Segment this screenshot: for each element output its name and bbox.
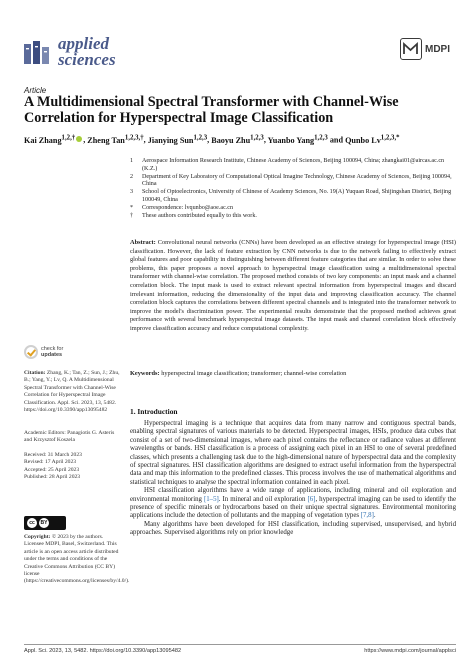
keywords-label: Keywords:	[130, 370, 160, 377]
author[interactable]: Baoyu Zhu$^{1,2,3}$	[211, 134, 264, 145]
check-updates-icon	[24, 345, 38, 359]
paragraph: Many algorithms have been developed for HSI classification, including supervised, unsupervised, and hybrid approaches. Supervised algorithms rely on prior knowledge	[130, 520, 456, 537]
publisher-logo	[400, 38, 450, 60]
cc-by-label: BY	[40, 520, 48, 526]
equal-contribution-note: † These authors contributed equally to this work.	[130, 212, 257, 219]
paper-title: A Multidimensional Spectral Transformer with Channel-Wise Correlation for Hyperspectral Image Classification	[24, 94, 399, 126]
abstract	[130, 239, 456, 334]
revised-date: Revised: 17 April 2023	[24, 459, 77, 466]
publisher-name: MDPI	[425, 43, 450, 55]
check-for-updates-button[interactable]: check for updates	[24, 345, 63, 359]
publication-dates	[24, 452, 122, 482]
cc-by-license-icon[interactable]: cc BY	[24, 516, 66, 530]
author[interactable]: Qunbo $Lv^{1,2,3,*}$	[345, 134, 400, 145]
affiliation: 1 Aerospace Information Research Institute, Chinese Academy of Sciences, Beijing 100094, China; zhangkai01@aircas.ac.cn (K.Z.)	[130, 158, 445, 172]
paragraph: Hyperspectral imaging is a technique that acquires data from many narrow and contiguous spectral bands, enabling spectral signatures of various materials to be detected. Hyperspectral images, HSIs, produce data cubes that consist of a set of two-dimensional images, where each pixel contains the reflectance or radiance values at different wavelengths or bands. HSI classification is a process of assigning each pixel in an HSI to one of several predefined classes, which presents a challenging task due to the high-dimensional nature of hyperspectral data and the complexity of spectral signatures. HSI classification algorithms are designed to extract useful information from the hyperspectral data and map this information to the predefined classes. This process involves the use of mathematical algorithms and statistical techniques to analyse the spectral information contained in each pixel.	[130, 420, 456, 486]
accepted-date: Accepted: 25 April 2023	[24, 466, 80, 473]
mdpi-logo-icon	[400, 38, 422, 60]
abstract-text: Convolutional neural networks (CNNs) have been developed as an effective strategy for hyperspectral image (HSI) classification. However, the lack of feature extraction by CNN networks is due to the network failing to effectively extract global features and poor capability in distinguishing between different feature categories that are similar. In order to solve these problems, this paper proposes a novel approach to hyperspectral image classification using a multidimensional spectral transformer with channel-wise correlation. The proposed method consists of two key components: an input mask and a channel correlation block. The input mask is used to extract relevant spectral information from hyperspectral images and discard irrelevant information, reducing the dimensionality of the input data and improving classification accuracy. The channel correlation block captures the correlations between different spectral channels and is integrated into the transformer network to improve the model's discrimination power. The experimental results demonstrate that the proposed method achieves great performance with several benchmark hyperspectral image datasets. The input mask and channel correlation block effectively improve classification accuracy and reduce computational complexity.	[130, 239, 457, 332]
footer-divider	[24, 644, 456, 645]
introduction-body	[130, 420, 456, 538]
citation-link[interactable]: [6]	[307, 495, 316, 503]
abstract-label: Abstract:	[130, 239, 156, 246]
citation: Citation: Zhang, K.; Tan, Z.; Sun, J.; Zhu, B.; Yang, Y.; Lv, Q. A Multidimensional Spectral Transformer with Channel-Wise Correlation for Hyperspectral Image Classification. Appl. Sci. 2023, 13, 5482. https://doi.org/10.3390/app13095482	[24, 370, 120, 414]
author-list: Kai Zhang$^{1,2,\dagger}$ , Zheng Tan$^{1,2,3,\dagger}$, Jianying Sun$^{1,2,3}$, Baoyu Zhu$^{1,2,3}$, Yuanbo Yang$^{1,2,3}$ and Qunbo $Lv^{1,2,3,*}$	[24, 134, 400, 145]
affiliation: 2 Department of Key Laboratory of Computational Optical Imagine Technology, Chinese Academy of Sciences, Beijing 100094, China	[130, 173, 452, 188]
author[interactable]: Zheng Tan$^{1,2,3,\dagger}$	[87, 134, 144, 145]
keywords-text: hyperspectral image classification; transformer; channel-wise correlation	[161, 370, 347, 377]
footer-citation[interactable]: Appl. Sci. 2023, 13, 5482. https://doi.org/10.3390/app13095482	[24, 648, 182, 654]
article-type: Article	[24, 86, 47, 95]
author[interactable]: Jianying Sun$^{1,2,3}$	[147, 134, 208, 145]
keywords	[130, 370, 456, 378]
citation-link[interactable]: [7,8]	[360, 512, 374, 520]
published-date: Published: 28 April 2023	[24, 474, 81, 481]
orcid-icon[interactable]	[76, 136, 82, 142]
paragraph: HSI classification algorithms have a wide range of applications, including mineral and oil exploration and environmental monitoring [1–5]. In mineral and oil exploration [6], hyperspectral imaging can be used to identify the presence of specific minerals or hydrocarbons based on their unique spectral signatures. Environmental monitoring applications include the detection of pollutants and the mapping of vegetation types [7,8].	[130, 487, 456, 520]
journal-name: applied sciences	[58, 34, 116, 69]
journal-logo-icon	[24, 40, 52, 66]
author[interactable]: Yuanbo Yang$^{1,2,3}$	[267, 134, 328, 145]
academic-editors: Academic Editors: Panagiotis G. Asteris and Krzysztof Koszela	[24, 430, 115, 444]
received-date: Received: 31 March 2023	[24, 452, 82, 458]
affiliations	[130, 158, 460, 220]
copyright-notice: Copyright: © 2023 by the authors. Licensee MDPI, Basel, Switzerland. This article is an open access article distributed under the terms and conditions of the Creative Commons Attribution (CC BY) license (https://creativecommons.org/licenses/by/4.0/).	[24, 534, 130, 585]
footer-journal-link[interactable]: https://www.mdpi.com/journal/applsci	[364, 648, 456, 654]
affiliation: 3 School of Optoelectronics, University of Chinese of Academy Sciences, No. 19(A) Yuquan Road, Shijingshan District, Beijing 100049, China	[130, 189, 452, 203]
citation-link[interactable]: [1–5]	[203, 495, 219, 503]
section-heading-introduction: 1. Introduction	[130, 407, 178, 416]
correspondence: * Correspondence: lvqunbo@aoe.ac.cn	[130, 204, 234, 211]
author[interactable]: Kai Zhang$^{1,2,\dagger}$	[24, 134, 76, 145]
